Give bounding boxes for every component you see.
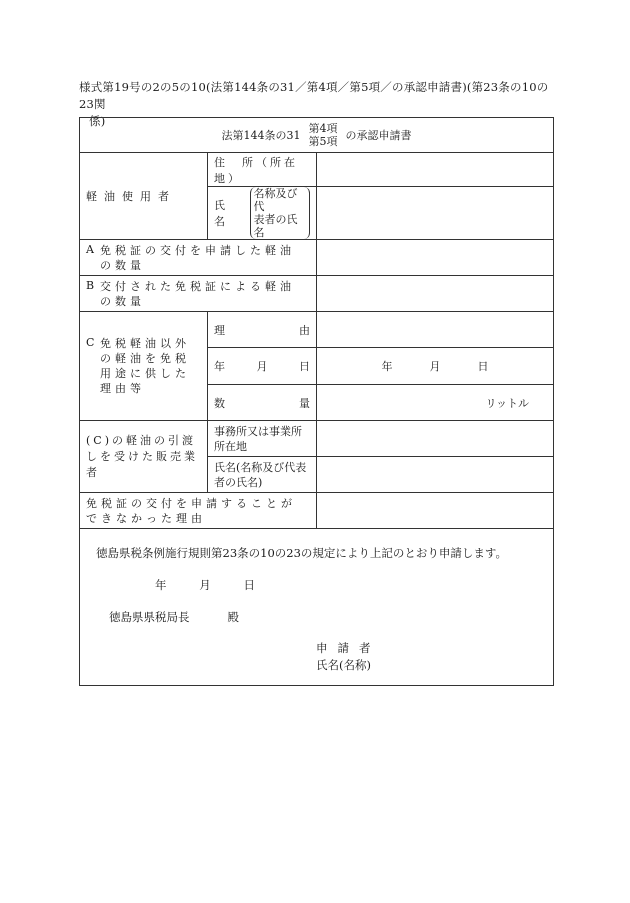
name-field[interactable] xyxy=(317,187,554,240)
declaration-statement: 徳島県税条例施行規則第23条の10の23の規定により上記のとおり申請します。 xyxy=(96,546,507,560)
row-b-mark: B xyxy=(86,278,95,292)
addressee-suffix: 殿 xyxy=(227,610,239,624)
title-prefix: 法第144条の31 xyxy=(221,129,301,142)
date-label-year: 年 xyxy=(214,360,225,373)
date-label xyxy=(208,348,317,385)
date-label-day: 日 xyxy=(299,360,310,373)
declaration-section xyxy=(80,529,554,686)
row-a-mark: A xyxy=(86,242,94,256)
quantity-unit: リットル xyxy=(485,396,529,410)
title-suffix: の承認申請書 xyxy=(345,129,412,142)
applicant-label: 申請者 xyxy=(316,641,381,655)
address-label: 住 所（所在地） xyxy=(208,153,317,187)
row-b-label xyxy=(80,276,317,312)
declaration-date-day: 日 xyxy=(243,578,255,592)
row-a-field[interactable] xyxy=(317,240,554,276)
title-paragraph-4: 第4項 xyxy=(308,122,338,135)
applicant-name-label[interactable]: 氏名(名称) xyxy=(316,658,371,672)
reason-label xyxy=(208,312,317,348)
application-form-table xyxy=(79,117,554,686)
quantity-label-1: 数 xyxy=(214,396,225,410)
date-value-month: 月 xyxy=(429,360,441,373)
name-label-text: 氏 名 xyxy=(214,199,236,228)
seller-name-label: 氏名(名称及び代表者の氏名) xyxy=(208,457,317,493)
row-a-text: 免税証の交付を申請した軽油の数量 xyxy=(100,243,295,272)
address-field[interactable] xyxy=(317,153,554,187)
heading-line-2: 係) xyxy=(89,114,106,128)
no-apply-reason-label: 免税証の交付を申請することができなかった理由 xyxy=(80,493,317,529)
row-c-mark: C xyxy=(86,336,95,349)
row-c-label xyxy=(80,312,208,421)
heading-line-1: 様式第19号の2の5の10(法第144条の31／第4項／第5項／の承認申請書)(第23条の10の23関 xyxy=(79,80,549,111)
declaration-date-year: 年 xyxy=(155,578,167,592)
date-label-month: 月 xyxy=(256,360,268,373)
name-label-cell xyxy=(208,187,317,240)
no-apply-reason-field[interactable] xyxy=(317,493,554,529)
date-field[interactable] xyxy=(317,348,554,385)
quantity-field[interactable] xyxy=(317,385,554,421)
reason-label-1: 理 xyxy=(214,323,225,337)
row-a-label xyxy=(80,240,317,276)
row-b-text: 交付された免税証による軽油の数量 xyxy=(100,279,295,308)
form-title-cell xyxy=(80,118,554,153)
date-value-day: 日 xyxy=(477,360,489,373)
form-title xyxy=(222,122,412,148)
seller-office-field[interactable] xyxy=(317,421,554,457)
seller-office-label: 事務所又は事業所所在地 xyxy=(208,421,317,457)
quantity-label xyxy=(208,385,317,421)
declaration-date-month: 月 xyxy=(199,578,211,592)
reason-field[interactable] xyxy=(317,312,554,348)
name-label xyxy=(214,187,310,239)
name-note-1: 名称及び代 xyxy=(253,187,298,213)
row-c-text: 免税軽油以外の軽油を免税用途に供した理由等 xyxy=(100,337,190,395)
reason-label-2: 由 xyxy=(299,323,310,337)
seller-name-field[interactable] xyxy=(317,457,554,493)
name-note-2: 表者の氏名 xyxy=(253,213,298,239)
title-paragraph-5: 第5項 xyxy=(308,135,338,148)
declaration-date[interactable] xyxy=(155,577,255,593)
quantity-label-2: 量 xyxy=(299,396,310,410)
addressee: 徳島県県税局長 xyxy=(109,610,190,624)
user-label: 軽油使用者 xyxy=(80,153,208,240)
row-b-field[interactable] xyxy=(317,276,554,312)
date-value-year: 年 xyxy=(381,360,393,373)
addressee-line xyxy=(109,609,239,625)
seller-label: (C)の軽油の引渡しを受けた販売業者 xyxy=(80,421,208,493)
